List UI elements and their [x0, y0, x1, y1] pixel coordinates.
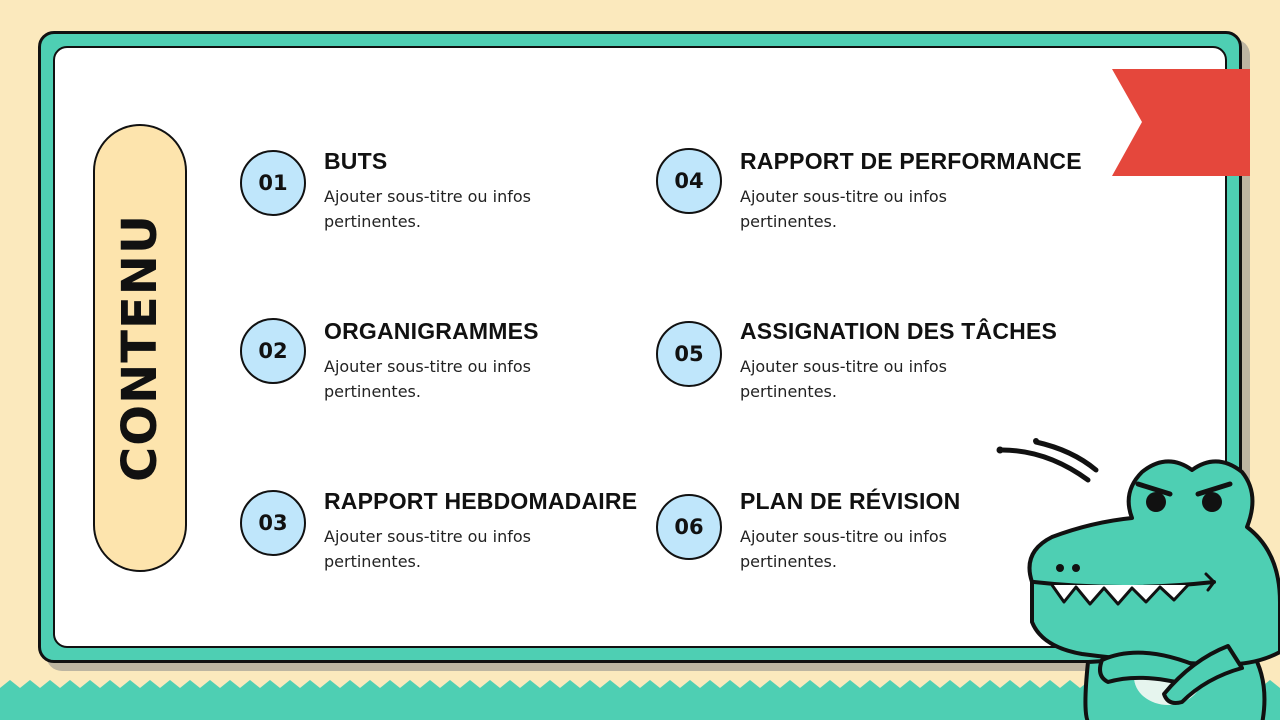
title-pill: [93, 124, 187, 572]
item-description: Ajouter sous-titre ou infos pertinentes.: [324, 527, 531, 571]
item-description: Ajouter sous-titre ou infos pertinentes.: [740, 527, 947, 571]
item-title: ASSIGNATION DES TÂCHES: [740, 318, 1058, 344]
item-title: RAPPORT HEBDOMADAIRE: [324, 488, 638, 514]
number-badge: 05: [656, 321, 722, 387]
page-title: CONTENU: [112, 214, 168, 482]
item-description: Ajouter sous-titre ou infos pertinentes.: [740, 187, 947, 231]
number-badge: 03: [240, 490, 306, 556]
number-badge: 06: [656, 494, 722, 560]
item-title: RAPPORT DE PERFORMANCE: [740, 148, 1082, 174]
item-description: Ajouter sous-titre ou infos pertinentes.: [740, 357, 947, 401]
crocodile-mascot-icon: [992, 432, 1280, 720]
item-title: ORGANIGRAMMES: [324, 318, 539, 344]
number-badge: 02: [240, 318, 306, 384]
number-badge: 01: [240, 150, 306, 216]
number-badge: 04: [656, 148, 722, 214]
item-title: BUTS: [324, 148, 388, 174]
item-title: PLAN DE RÉVISION: [740, 488, 961, 514]
flag-icon: [1112, 69, 1250, 176]
item-description: Ajouter sous-titre ou infos pertinentes.: [324, 357, 531, 401]
item-description: Ajouter sous-titre ou infos pertinentes.: [324, 187, 531, 231]
